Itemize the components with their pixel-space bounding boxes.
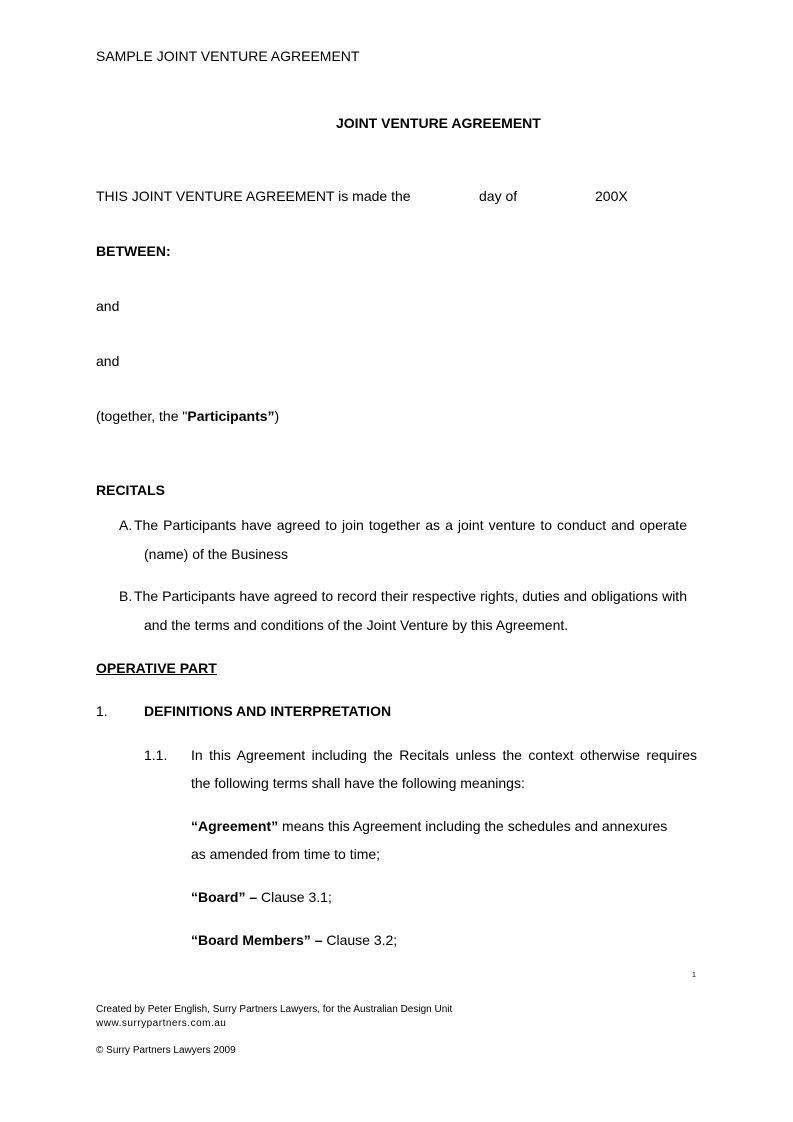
clause-line: the following terms shall have the following meanings: xyxy=(191,775,525,791)
clause-line: In this Agreement including the Recitals unless the context otherwise requires xyxy=(191,747,697,763)
definition-line xyxy=(191,932,397,948)
recitals-heading: RECITALS xyxy=(96,482,165,498)
together-suffix: ) xyxy=(274,408,280,424)
definition-line xyxy=(191,889,332,905)
clause-number: 1.1. xyxy=(144,747,168,763)
definition-line xyxy=(191,818,667,834)
together-line xyxy=(96,408,279,424)
intro-lead: THIS JOINT VENTURE AGREEMENT is made the xyxy=(96,188,411,204)
definition-term: “Board” – xyxy=(191,889,258,905)
definition-text: as amended from time to time; xyxy=(191,846,381,862)
intro-day-of: day of xyxy=(479,188,518,204)
definition-text: Clause 3.2; xyxy=(322,932,398,948)
recital-line: and the terms and conditions of the Joint Venture by this Agreement. xyxy=(144,617,569,633)
page-number: 1 xyxy=(692,972,696,979)
footer-website: www.surrypartners.com.au xyxy=(96,1018,227,1029)
recital-line: The Participants have agreed to record their respective rights, duties and obligations with xyxy=(134,588,687,604)
recital-marker: A. xyxy=(119,517,133,533)
party-and-1: and xyxy=(96,298,120,314)
intro-year: 200X xyxy=(595,188,628,204)
definition-term: “Board Members” – xyxy=(191,932,323,948)
recital-line: The Participants have agreed to join together as a joint venture to conduct and operate xyxy=(134,517,687,533)
together-term: Participants” xyxy=(187,408,275,424)
recital-line: (name) of the Business xyxy=(144,546,288,562)
footer-credit: Created by Peter English, Surry Partners Lawyers, for the Australian Design Unit xyxy=(96,1004,453,1015)
document-title: JOINT VENTURE AGREEMENT xyxy=(336,115,541,131)
definition-text: means this Agreement including the schedules and annexures xyxy=(278,818,668,834)
section-title: DEFINITIONS AND INTERPRETATION xyxy=(144,703,392,719)
section-number: 1. xyxy=(96,703,108,719)
definition-text: Clause 3.1; xyxy=(257,889,332,905)
running-header: SAMPLE JOINT VENTURE AGREEMENT xyxy=(96,48,360,64)
operative-heading: OPERATIVE PART xyxy=(96,660,217,676)
between-heading: BETWEEN: xyxy=(96,243,171,259)
footer-copyright: © Surry Partners Lawyers 2009 xyxy=(96,1045,236,1056)
definition-term: “Agreement” xyxy=(191,818,279,834)
party-and-2: and xyxy=(96,353,120,369)
together-prefix: (together, the " xyxy=(96,408,188,424)
recital-marker: B. xyxy=(119,588,133,604)
